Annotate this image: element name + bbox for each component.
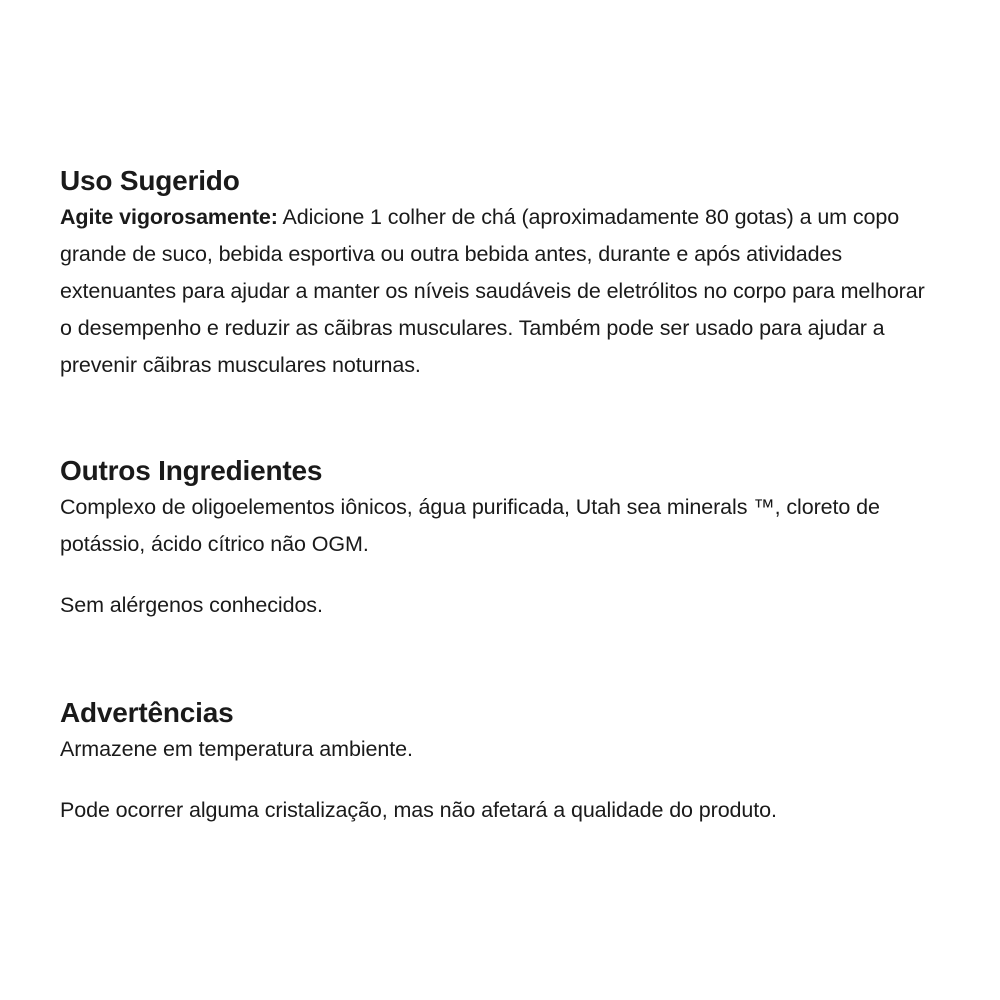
- section-title-advertencias: Advertências: [60, 697, 234, 728]
- uso-sugerido-lead: Agite vigorosamente:: [60, 205, 278, 229]
- ingredients-list: Complexo de oligoelementos iônicos, água purificada, Utah sea minerals ™, cloreto de potássio, ácido cítrico não OGM.: [60, 495, 880, 556]
- crystallization-warning: Pode ocorrer alguma cristalização, mas não afetará a qualidade do produto.: [60, 798, 777, 822]
- section-advertencias: [60, 695, 940, 829]
- section-title-outros-ingredientes: Outros Ingredientes: [60, 455, 323, 486]
- uso-sugerido-paragraph: [60, 199, 940, 384]
- allergen-note: Sem alérgenos conhecidos.: [60, 593, 323, 617]
- section-title-uso-sugerido: Uso Sugerido: [60, 165, 240, 196]
- uso-sugerido-body: Adicione 1 colher de chá (aproximadamente 80 gotas) a um copo grande de suco, bebida esportiva ou outra bebida antes, durante e após atividades extenuantes para ajudar a manter os níveis saudáveis de eletrólitos no corpo para melhorar o desempenho e reduzir as cãibras musculares. Também pode ser usado para ajudar a prevenir cãibras musculares noturnas.: [60, 205, 925, 377]
- storage-warning: Armazene em temperatura ambiente.: [60, 737, 413, 761]
- section-outros-ingredientes: [60, 453, 940, 624]
- section-uso-sugerido: [60, 163, 940, 384]
